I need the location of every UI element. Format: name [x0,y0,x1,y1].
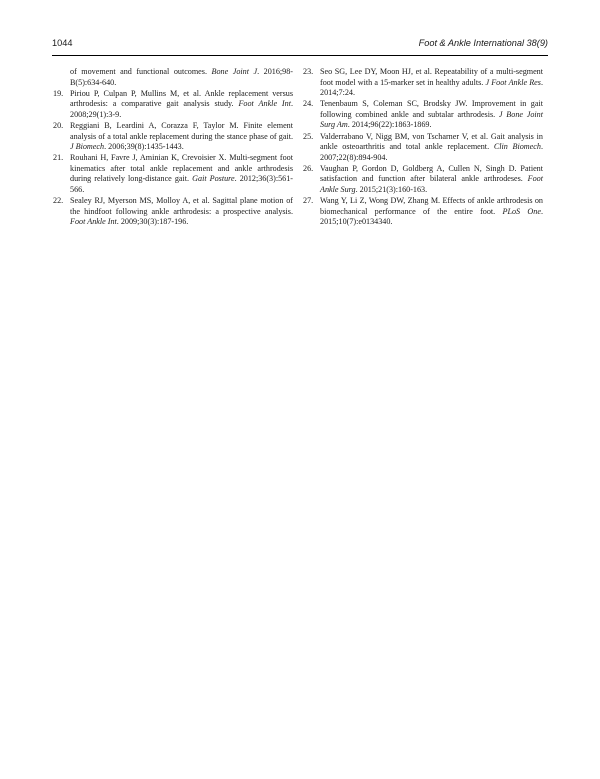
reference-details: . 2008;29(1):3-9. [70,99,293,119]
reference-number: 24. [303,99,314,109]
reference-number: 19. [53,88,64,98]
reference-number: 26. [303,163,314,173]
reference-text: Valderrabano V, Nigg BM, von Tscharner V, et al. Gait analysis in ankle osteoarthritis and total ankle replacement. [320,131,543,152]
reference-text: Rouhani H, Favre J, Aminian K, Crevoisier X. Multi-segment foot kinematics after total ankle replacement and ankle arthrodesis during relatively long-distance gait. [70,153,293,184]
reference-item [303,132,543,164]
reference-item [303,67,543,99]
reference-item [53,121,293,153]
header-divider [52,55,548,56]
reference-item [303,196,543,228]
reference-text: Sealey RJ, Myerson MS, Molloy A, et al. Sagittal plane motion of the hindfoot following ankle arthrodesis: a prospective analysis. [70,196,293,216]
reference-journal: J Biomech [70,142,105,152]
reference-text: Reggiani B, Leardini A, Corazza F, Taylor M. Finite element analysis of a total ankle replacement during the stance phase of gait. [70,120,293,141]
reference-details: . 2006;39(8):1435-1443. [104,142,184,152]
reference-details: . 2007;22(8):894-904. [320,142,543,162]
reference-item [53,196,293,228]
reference-text: Vaughan P, Gordon D, Goldberg A, Cullen N, Singh D. Patient satisfaction and function after bilateral ankle arthrodeses. [320,163,543,184]
reference-item [303,99,543,131]
reference-item [303,164,543,196]
reference-item [53,67,293,88]
reference-text: Wang Y, Li Z, Wong DW, Zhang M. Effects of ankle arthrodesis on biomechanical performance of the entire foot. [320,196,543,216]
reference-journal: Bone Joint J [211,67,258,76]
reference-details: . 2015;21(3):160-163. [355,185,428,195]
reference-details: . 2015;10(7):e0134340. [320,206,543,227]
references-left-column [53,67,293,228]
reference-details: . 2014;7:24. [320,77,543,98]
reference-details: . 2016;98-B(5):634-640. [70,67,293,87]
reference-item [53,89,293,121]
reference-number: 21. [53,153,64,163]
reference-journal: Foot Ankle Int [70,217,117,227]
page-number: 1044 [52,38,73,48]
reference-journal: J Foot Ankle Res [485,77,541,87]
reference-number: 22. [53,196,64,206]
reference-details: . 2014;96(22):1863-1869. [347,120,432,130]
reference-details: . 2009;30(3):187-196. [116,217,189,227]
reference-journal: Clin Biomech [493,142,541,152]
reference-number: 20. [53,120,64,130]
reference-journal: Foot Ankle Surg [320,174,543,195]
reference-number: 25. [303,131,314,141]
reference-journal: J Bone Joint Surg Am [320,109,543,130]
reference-number: 23. [303,67,314,76]
running-header [52,38,548,54]
reference-journal: PLoS One [502,206,541,216]
references-right-column [303,67,543,228]
reference-item [53,153,293,195]
journal-citation: Foot & Ankle International 38(9) [418,38,548,48]
reference-journal: Foot Ankle Int [238,99,291,109]
reference-journal: Gait Posture [192,174,235,184]
reference-details: . 2012;36(3):561-566. [70,174,293,195]
reference-text: of movement and functional outcomes. [70,67,212,76]
reference-text: Seo SG, Lee DY, Moon HJ, et al. Repeatability of a multi-segment foot model with a 15-marker set in healthy adults. [320,67,543,87]
reference-number: 27. [303,196,314,206]
reference-text: Piriou P, Culpan P, Mullins M, et al. Ankle replacement versus arthrodesis: a comparative gait analysis study. [70,88,293,109]
reference-text: Tenenbaum S, Coleman SC, Brodsky JW. Improvement in gait following combined ankle and subtalar arthrodesis. [320,99,543,119]
